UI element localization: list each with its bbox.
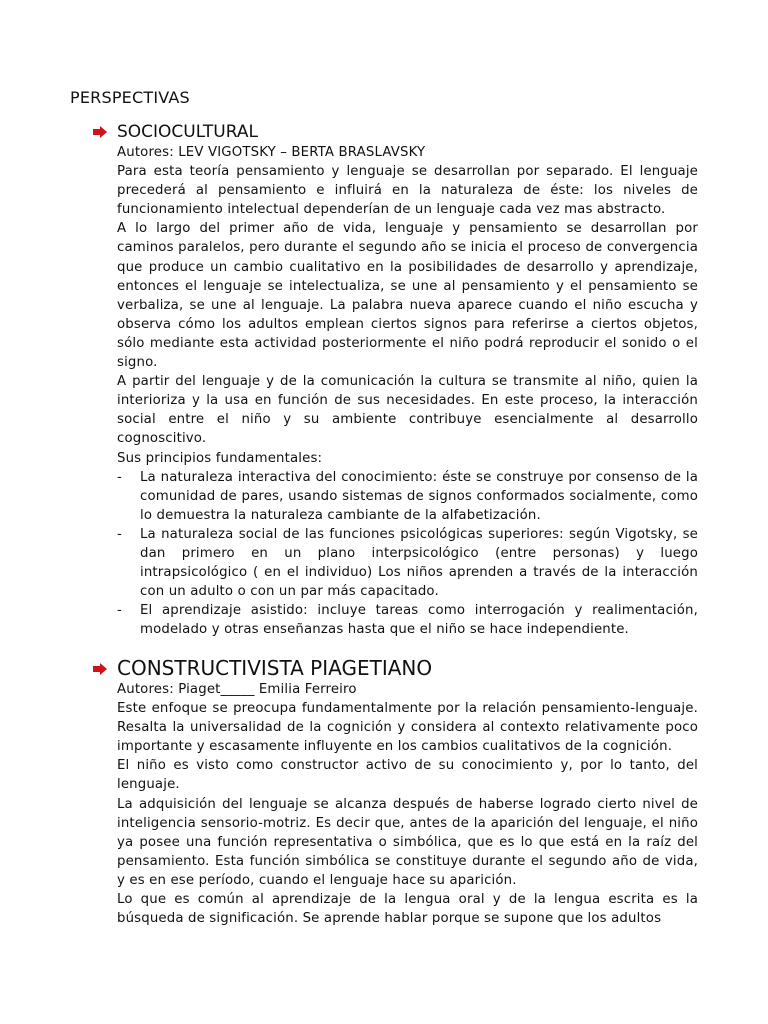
list-item-text: El aprendizaje asistido: incluye tareas como interrogación y realimentación, modelado y otras enseñanzas hasta que el niño se hace independiente.: [140, 603, 698, 638]
section-heading: SOCIOCULTURAL: [117, 122, 258, 142]
section-heading-row: [92, 121, 698, 143]
dash-bullet: -: [117, 603, 122, 619]
section-sociocultural: [92, 121, 698, 639]
paragraph: Este enfoque se preocupa fundamentalmente por la relación pensamiento-lenguaje. Resalta la universalidad de la cognición y considera al contexto relativamente poco importante y escasamente influyente en los cambios cualitativos de la cognición.: [117, 701, 698, 755]
authors-line: Autores: LEV VIGOTSKY – BERTA BRASLAVSKY: [117, 145, 426, 160]
dash-bullet: -: [117, 469, 122, 485]
principles-list: [117, 468, 698, 640]
section-heading-row: [92, 656, 698, 680]
section-constructivista: [92, 656, 698, 928]
paragraph: A lo largo del primer año de vida, lenguaje y pensamiento se desarrollan por caminos paralelos, pero durante el segundo año se inicia el proceso de convergencia que produce un cambio cualitativo en la posibilidades de desarrollo y aprendizaje, entonces el lenguaje se intelectualiza, se une al pensamiento y el pensamiento se verbaliza, se une al lenguaje. La palabra nueva aparece cuando el niño escucha y observa cómo los adultos emplean ciertos signos para referirse a ciertos objetos, sólo mediante esta actividad posteriormente el niño podrá reproducir el sonido o el signo.: [117, 221, 698, 371]
authors-line: Autores: Piaget_____ Emilia Ferreiro: [117, 682, 357, 697]
list-item-text: La naturaleza social de las funciones psicológicas superiores: según Vigotsky, se dan primero en un plano interpsicológico (entre personas) y luego intrapsicológico ( en el individuo) Los niños aprenden a través de la interacción con un adulto o con un par más capacitado.: [140, 526, 698, 600]
section-heading: CONSTRUCTIVISTA PIAGETIANO: [117, 656, 433, 680]
paragraph: Lo que es común al aprendizaje de la lengua oral y de la lengua escrita es la búsqueda de significación. Se aprende hablar porque se supone que los adultos: [117, 892, 698, 927]
list-item: [117, 468, 698, 525]
principles-intro: Sus principios fundamentales:: [117, 450, 323, 466]
section-body: [92, 680, 698, 928]
paragraph: El niño es visto como constructor activo de su conocimiento y, por lo tanto, del lenguaje.: [117, 758, 698, 793]
list-item-text: La naturaleza interactiva del conocimiento: éste se construye por consenso de la comunidad de pares, usando sistemas de signos conformados socialmente, como lo demuestra la naturaleza cambiante de la alfabetización.: [140, 469, 698, 523]
paragraph: Para esta teoría pensamiento y lenguaje se desarrollan por separado. El lenguaje precederá al pensamiento e influirá en la naturaleza de éste: los niveles de funcionamiento intelectual dependerían de un lenguaje cada vez mas abstracto.: [117, 164, 698, 218]
list-item: [117, 601, 698, 639]
paragraph: La adquisición del lenguaje se alcanza después de haberse logrado cierto nivel de inteligencia sensorio-motriz. Es decir que, antes de la aparición del lenguaje, el niño ya posee una función representativa o simbólica, que es lo que está en la raíz del pensamiento. Esta función simbólica se constituye durante el segundo año de vida, y es en ese período, cuando el lenguaje hace su aparición.: [117, 796, 698, 888]
page-title: PERSPECTIVAS: [70, 88, 190, 107]
list-item: [117, 525, 698, 601]
section-body: [92, 143, 698, 639]
red-arrow-icon: [92, 126, 108, 138]
dash-bullet: -: [117, 526, 122, 542]
red-arrow-icon: [92, 663, 108, 675]
paragraph: A partir del lenguaje y de la comunicación la cultura se transmite al niño, quien la interioriza y la usa en función de sus necesidades. En este proceso, la interacción social entre el niño y su ambiente contribuye esencialmente al desarrollo cognoscitivo.: [117, 374, 698, 447]
